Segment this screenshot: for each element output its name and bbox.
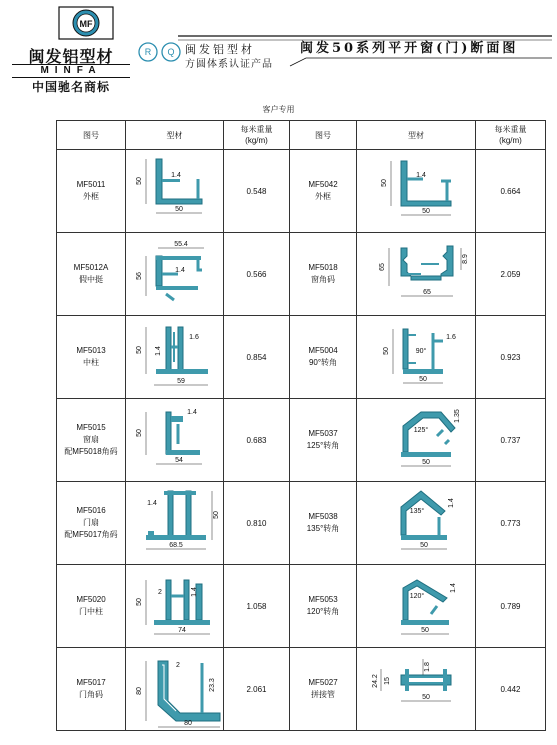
profile-code-cell xyxy=(57,150,126,233)
cert-description: 方圆体系认证产品 xyxy=(185,59,273,70)
table-row xyxy=(57,648,546,731)
svg-text:59: 59 xyxy=(177,378,185,385)
svg-text:1.35: 1.35 xyxy=(454,409,461,423)
profile-drawing xyxy=(361,234,471,314)
profile-drawing-cell xyxy=(357,648,476,731)
profile-drawing-cell xyxy=(126,482,224,565)
page-subtitle: 客户专用 xyxy=(262,105,295,114)
profile-name: 门中柱 xyxy=(79,607,103,616)
cert-brand-text: 闽发铝型材 xyxy=(185,43,255,56)
table-row xyxy=(57,482,546,565)
profile-name: 120°转角 xyxy=(306,607,340,616)
profile-code: MF5016 xyxy=(76,506,106,515)
svg-text:50: 50 xyxy=(421,627,429,634)
svg-text:80: 80 xyxy=(136,687,143,695)
profile-drawing xyxy=(361,400,471,480)
svg-text:1.8: 1.8 xyxy=(424,662,431,672)
svg-text:56: 56 xyxy=(136,272,143,280)
svg-text:2: 2 xyxy=(176,662,180,669)
profile-code-cell xyxy=(57,316,126,399)
profile-code-cell xyxy=(290,399,357,482)
profile-name: 90°转角 xyxy=(308,358,338,367)
profile-drawing-cell xyxy=(357,233,476,316)
svg-text:1.6: 1.6 xyxy=(446,334,456,341)
weight-cell: 0.773 xyxy=(476,482,546,565)
svg-text:65: 65 xyxy=(423,289,431,296)
profile-code: MF5042 xyxy=(308,180,338,189)
svg-text:R: R xyxy=(144,47,152,57)
table-row xyxy=(57,399,546,482)
svg-text:50: 50 xyxy=(419,376,427,383)
profile-name: 窗角码 xyxy=(311,275,335,284)
weight-cell: 0.664 xyxy=(476,150,546,233)
svg-text:74: 74 xyxy=(178,627,186,634)
svg-text:50: 50 xyxy=(383,347,390,355)
svg-text:50: 50 xyxy=(422,459,430,466)
svg-text:50: 50 xyxy=(136,177,143,185)
weight-cell: 0.548 xyxy=(224,150,290,233)
profile-name: 拼接管 xyxy=(311,690,335,699)
weight-cell: 0.923 xyxy=(476,316,546,399)
profile-drawing xyxy=(126,151,236,231)
brand-english-name: MINFA xyxy=(12,64,130,78)
svg-text:8.9: 8.9 xyxy=(462,254,469,264)
profile-code: MF5013 xyxy=(76,346,106,355)
profile-drawing-cell xyxy=(126,150,224,233)
profile-code-cell xyxy=(57,648,126,731)
profile-drawing-cell xyxy=(357,150,476,233)
brand-trademark: 中国驰名商标 xyxy=(31,80,110,94)
profile-drawing-cell xyxy=(357,482,476,565)
profile-name: 窗扇 xyxy=(83,435,99,444)
profile-name: 中柱 xyxy=(83,358,99,367)
profile-code: MF5027 xyxy=(308,678,338,687)
svg-text:50: 50 xyxy=(420,542,428,549)
profile-code: MF5018 xyxy=(308,263,338,272)
profile-drawing-cell xyxy=(126,648,224,731)
weight-cell: 0.737 xyxy=(476,399,546,482)
profile-name: 外框 xyxy=(315,192,331,201)
profile-code-cell xyxy=(57,565,126,648)
profile-code-cell xyxy=(290,233,357,316)
svg-text:50: 50 xyxy=(422,208,430,215)
profile-drawing-cell xyxy=(126,399,224,482)
weight-cell: 2.061 xyxy=(224,648,290,731)
profile-drawing xyxy=(126,234,236,314)
svg-text:1.4: 1.4 xyxy=(191,587,198,597)
svg-text:1.4: 1.4 xyxy=(171,172,181,179)
svg-text:54: 54 xyxy=(175,457,183,464)
svg-text:1.4: 1.4 xyxy=(187,409,197,416)
svg-text:50: 50 xyxy=(136,598,143,606)
header-weight: 每米重量 (kg/m) xyxy=(476,121,546,150)
profile-code: MF5004 xyxy=(308,346,338,355)
brand-chinese-name: 闽发铝型材 xyxy=(28,47,114,66)
profile-drawing-cell xyxy=(126,233,224,316)
profile-drawing xyxy=(361,317,471,397)
svg-text:23.3: 23.3 xyxy=(209,678,216,692)
profile-code-cell xyxy=(290,150,357,233)
svg-text:125°: 125° xyxy=(413,427,429,434)
profile-name: 门角码 xyxy=(79,690,103,699)
svg-text:120°: 120° xyxy=(409,593,425,600)
svg-text:68.5: 68.5 xyxy=(169,542,183,549)
svg-text:Q: Q xyxy=(167,47,175,57)
profile-code: MF5020 xyxy=(76,595,106,604)
profile-code: MF5015 xyxy=(76,423,106,432)
profile-code: MF5038 xyxy=(308,512,338,521)
header-profile: 型材 xyxy=(126,121,224,150)
svg-text:1.4: 1.4 xyxy=(450,583,457,593)
weight-cell: 2.059 xyxy=(476,233,546,316)
table-row xyxy=(57,233,546,316)
page-title: 闽发50系列平开窗(门)断面图 xyxy=(300,41,519,56)
profile-drawing xyxy=(361,649,471,729)
profile-drawing-cell xyxy=(126,316,224,399)
profile-drawing-cell xyxy=(357,399,476,482)
profile-drawing xyxy=(361,151,471,231)
svg-text:50: 50 xyxy=(175,206,183,213)
weight-cell: 0.442 xyxy=(476,648,546,731)
svg-text:1.4: 1.4 xyxy=(155,346,162,356)
profile-code-cell xyxy=(290,316,357,399)
table-row xyxy=(57,565,546,648)
weight-cell: 1.058 xyxy=(224,565,290,648)
profile-drawing xyxy=(126,483,236,563)
profile-code-cell xyxy=(57,482,126,565)
profile-code: MF5037 xyxy=(308,429,338,438)
profile-code: MF5017 xyxy=(76,678,106,687)
svg-text:50: 50 xyxy=(136,429,143,437)
table-header-row xyxy=(57,121,546,150)
profile-code-cell xyxy=(290,565,357,648)
profile-code: MF5012A xyxy=(73,263,109,272)
profile-drawing xyxy=(126,317,236,397)
weight-cell: 0.810 xyxy=(224,482,290,565)
svg-text:24.2: 24.2 xyxy=(372,674,379,688)
profile-code-cell xyxy=(290,648,357,731)
profile-name: 外框 xyxy=(83,192,99,201)
weight-cell: 0.566 xyxy=(224,233,290,316)
header-profile: 型材 xyxy=(357,121,476,150)
weight-cell: 0.789 xyxy=(476,565,546,648)
profile-drawing-cell xyxy=(357,316,476,399)
profile-drawing xyxy=(361,483,471,563)
profile-code-cell xyxy=(290,482,357,565)
svg-text:1.4: 1.4 xyxy=(448,498,455,508)
svg-text:MF: MF xyxy=(79,19,93,29)
profile-code-cell xyxy=(57,399,126,482)
profile-name: 门扇 xyxy=(83,518,99,527)
profile-drawing-cell xyxy=(357,565,476,648)
svg-text:50: 50 xyxy=(136,346,143,354)
svg-text:50: 50 xyxy=(422,694,430,701)
svg-text:2: 2 xyxy=(158,589,162,596)
profile-name: 125°转角 xyxy=(306,441,340,450)
header-code: 图号 xyxy=(57,121,126,150)
profile-drawing xyxy=(126,649,236,729)
svg-text:55.4: 55.4 xyxy=(174,241,188,248)
header-weight: 每米重量 (kg/m) xyxy=(224,121,290,150)
svg-text:1.4: 1.4 xyxy=(175,267,185,274)
profile-name: 135°转角 xyxy=(306,524,340,533)
svg-text:80: 80 xyxy=(184,720,192,727)
svg-text:65: 65 xyxy=(379,263,386,271)
page-header xyxy=(0,0,557,114)
svg-text:1.4: 1.4 xyxy=(147,500,157,507)
profile-note: 配MF5017角码 xyxy=(64,530,118,539)
weight-cell: 0.683 xyxy=(224,399,290,482)
svg-text:135°: 135° xyxy=(409,508,425,515)
profile-name: 假中挺 xyxy=(79,275,103,284)
svg-text:90°: 90° xyxy=(415,348,427,355)
header-code: 图号 xyxy=(290,121,357,150)
svg-text:1.6: 1.6 xyxy=(189,334,199,341)
profile-code: MF5053 xyxy=(308,595,338,604)
minfa-logo-icon xyxy=(58,6,114,40)
profile-drawing xyxy=(126,566,236,646)
profile-note: 配MF5018角码 xyxy=(64,447,118,456)
profile-drawing-cell xyxy=(126,565,224,648)
weight-cell: 0.854 xyxy=(224,316,290,399)
profile-code-cell xyxy=(57,233,126,316)
profile-drawing xyxy=(126,400,236,480)
svg-text:15: 15 xyxy=(384,677,391,685)
profile-drawing xyxy=(361,566,471,646)
profile-table xyxy=(56,120,546,731)
svg-text:50: 50 xyxy=(381,179,388,187)
profile-code: MF5011 xyxy=(76,180,106,189)
svg-text:1.4: 1.4 xyxy=(416,172,426,179)
svg-text:50: 50 xyxy=(213,511,220,519)
table-row xyxy=(57,316,546,399)
table-row xyxy=(57,150,546,233)
